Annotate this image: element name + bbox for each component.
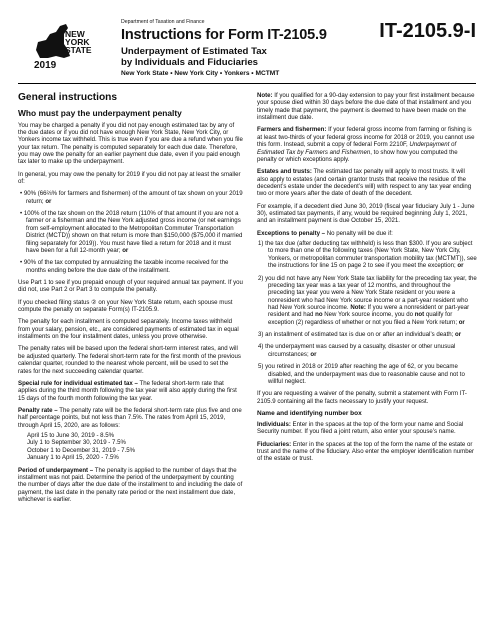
bullet-annualized: • 90% of the tax computed by annualizing the taxable income received for the months ending before the due date of the installment. — [20, 259, 229, 274]
name-id-box-heading: Name and identifying number box — [257, 409, 362, 417]
logo-line1: NEW — [65, 29, 85, 39]
logo-line2: YORK — [65, 37, 90, 47]
paragraph-waiver: If you are requesting a waiver of the penalty, submit a statement with Form IT-2105.9 containing all the facts necessary to justify your request. — [257, 390, 467, 405]
form-subtitle-line1: Underpayment of Estimated Tax — [121, 46, 267, 57]
paragraph-example: For example, if a decedent died June 30, 2019 (fiscal year fiduciary July 1 - June 30), estimated tax payments, if any, would be required beginning July 1, 2021, and an installment payment is due October 15, 2021. — [257, 202, 475, 225]
paragraph-penalty-intro: You may be charged a penalty if you did not pay enough estimated tax by any of the due dates or if you did not have enough New York State, New York City, or Yonkers income tax withheld. This is true even if you are due a refund when you file your tax return. The penalty is computed separately for each due date. Therefore, you may owe the penalty for an earlier payment due date, even if you paid enough tax later to make up the underpayment. — [18, 121, 243, 166]
paragraph-penalty-rate: Penalty rate – The penalty rate will be the federal short-term rate plus five and one half percentage points, but not less than 7.5%. The rates from April 15, 2019, through April 15, 2020, are as follows: — [18, 407, 242, 429]
paragraph-special-rule: Special rule for individual estimated tax – The federal short-term rate that applies during the third month following the tax year will also apply during the first 15 days of the fourth month following the tax year. — [18, 379, 237, 402]
form-id: IT-2105.9-I — [379, 20, 476, 42]
rate-item: July 1 to September 30, 2019 - 7.5% — [27, 439, 126, 447]
general-instructions-heading: General instructions — [18, 92, 118, 103]
paragraph-penalty-rates: The penalty rates will be based upon the federal short-term interest rates, and will be adjusted quarterly. The federal short-term rate for the first month of the previous calendar quarter, rounded to the nearest whole percent, will be used to set the rates for the next succeeding calendar quarter. — [18, 345, 241, 375]
logo-line3: STATE — [65, 45, 92, 55]
paragraph-estates-trusts: Estates and trusts: The estimated tax penalty will apply to most trusts. It will also apply to estates (and certain grantor trusts that receive the residue of the decedent’s estate under the decedent’s will) with respect to any tax year ending two or more years after the date of death of the decedent. — [257, 168, 472, 198]
right-column — [257, 92, 477, 468]
paragraph-fiduciaries: Fiduciaries: Enter in the spaces at the top of the form the name of the estate or trust and the name of the fiduciary. Also enter the employer identification number of the estate or trust. — [257, 440, 475, 463]
paragraph-filing-status: If you checked filing status ② on your New York State return, each spouse must compute the penalty on separate Form(s) IT-2105.9. — [18, 298, 233, 314]
paragraph-individuals: Individuals: Enter in the spaces at the top of the form your name and Social Security number. If you filed a joint return, also enter your spouse’s name. — [257, 420, 464, 436]
jurisdictions-line: New York State • New York City • Yonkers • MCTMT — [121, 70, 280, 77]
form-title: Instructions for Form IT-2105.9 — [121, 27, 327, 43]
paragraph-use-part1: Use Part 1 to see if you prepaid enough of your required annual tax payment. If you did not, use Part 2 or Part 3 to compute the penalty. — [18, 278, 243, 294]
paragraph-exceptions: Exceptions to penalty – No penalty will be due if: — [257, 229, 393, 237]
rate-item: October 1 to December 31, 2019 - 7.5% — [27, 446, 136, 454]
department-name: Department of Taxation and Finance — [121, 19, 205, 25]
ny-state-logo — [34, 20, 98, 70]
paragraph-smaller-of: In general, you may owe the penalty for 2019 if you did not pay at least the smaller of: — [18, 170, 241, 186]
paragraph-note-extension: Note: If you qualified for a 90-day extension to pay your first installment because your spouse died within 30 days before the due date of that installment and you timely made that payment, the payment is deemed to have been made on the installment due date. — [257, 92, 475, 122]
exception-2: 2) you did not have any New York State tax liability for the preceding tax year, the preceding tax year was a tax year of 12 months, and throughout the preceding tax year you were a New York State resident or you were a nonresident who had New York source income or a part-year resident who had New York source income. Note: If you were a nonresident or part-year resident and had no New York source income, you do not qualify for exception (2) regardless of whether or not you filed a New York return; or — [258, 274, 477, 326]
paragraph-period-underpayment: Period of underpayment – The penalty is applied to the number of days that the installment was not paid. Determine the period of the underpayment by counting the number of days after the due date of the installment to and including the date of payment, the last date in the penalty rate period or the next installment due date, whichever is earlier. — [18, 466, 243, 503]
bullet-90-percent: • 90% (66⅔% for farmers and fishermen) of the amount of tax shown on your 2019 return; or — [20, 190, 243, 205]
exception-1: 1) the tax due (after deducting tax withheld) is less than $300. If you are subject to more than one of the following taxes (New York State, New York City, Yonkers, or metropolitan commuter transportation mobility tax (MCTMT)), see the instructions for line 15 on page 2 to see if you meet the exception; or — [258, 240, 477, 270]
logo-year: 2019 — [34, 60, 57, 70]
rate-item: April 15 to June 30, 2019 - 8.5% — [27, 432, 115, 440]
left-column — [18, 92, 243, 508]
paragraph-computed-separately: The penalty for each installment is computed separately. Income taxes withheld from your salary, pension, etc., are considered payments of estimated tax in equal installments on the four installment dates, unless you prove otherwise. — [18, 318, 239, 341]
rate-item: January 1 to April 15, 2020 - 7.5% — [27, 454, 119, 462]
bullet-100-percent: • 100% of the tax shown on the 2018 return (110% of that amount if you are not a farmer or a fisherman and the New York adjusted gross income (or net earnings from self-employment allocated to the Metropolitan Commuter Transportation District (MCTD)) shown on that return is more than $150,000 ($75,000 if married filing separately for 2019)). You must have filed a return for 2018 and it must have been for a full 12-month year; or — [20, 210, 243, 254]
form-subtitle-line2: by Individuals and Fiduciaries — [121, 57, 259, 68]
rates-list — [27, 432, 243, 461]
header-divider — [18, 83, 476, 84]
who-must-pay-heading: Who must pay the underpayment penalty — [18, 108, 182, 119]
exception-4: 4) the underpayment was caused by a casualty, disaster or other unusual circumstances; or — [258, 343, 456, 358]
exception-5: 5) you retired in 2018 or 2019 after reaching the age of 62, or you became disabled, and the underpayment was due to reasonable cause and not to willful neglect. — [258, 363, 465, 385]
paragraph-farmers-fishermen: Farmers and fishermen: If your federal gross income from farming or fishing is at least two-thirds of your federal gross income for 2018 or 2019, you cannot use this form. Instead, submit a copy of federal Form 2210F, Underpayment of Estimated Tax by Farmers and Fishermen, to show how you computed the penalty or which exceptions apply. — [257, 126, 475, 163]
exception-3: 3) an installment of estimated tax is due on or after an individual’s death; or — [258, 331, 462, 339]
